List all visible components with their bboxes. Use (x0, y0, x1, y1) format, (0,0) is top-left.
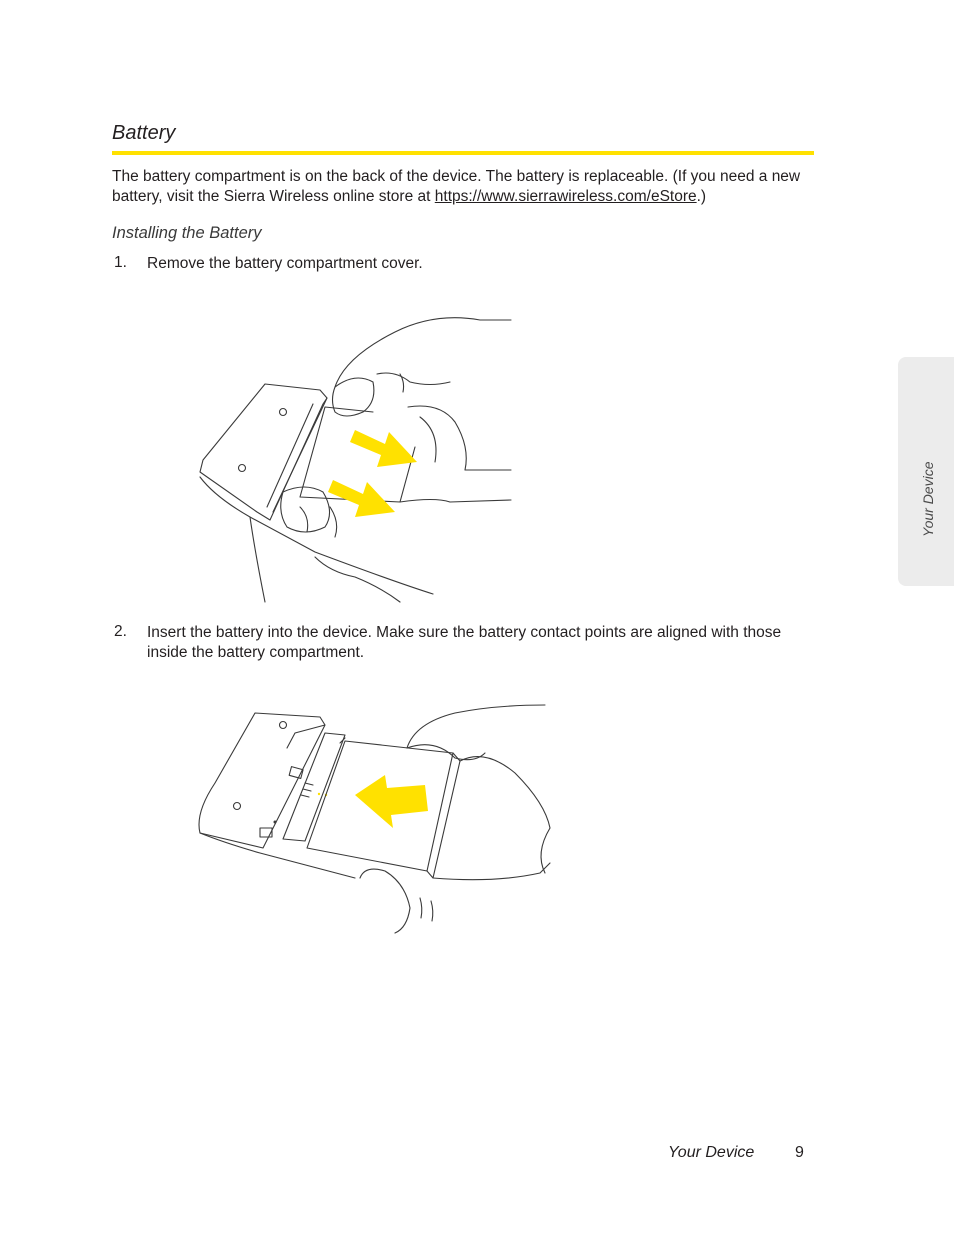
page-number: 9 (795, 1144, 804, 1161)
intro-paragraph (112, 167, 812, 207)
estore-link[interactable]: https://www.sierrawireless.com/eStore (434, 188, 697, 205)
subsection-title: Installing the Battery (112, 224, 262, 242)
intro-text-1: The battery compartment is on the back of the device. The battery is replaceable. (If you need a new battery, visit the Sierra Wireless online store at (112, 168, 801, 205)
footer-section-label: Your Device (668, 1144, 755, 1161)
insert-battery-illustration (195, 703, 555, 935)
step-1-number: 1. (114, 254, 127, 271)
side-tab-label: Your Device (920, 461, 936, 537)
step-2-text: Insert the battery into the device. Make sure the battery contact points are aligned with those inside the battery compartment. (147, 624, 782, 661)
step-1-text: Remove the battery compartment cover. (147, 255, 423, 272)
section-title: Battery (112, 122, 176, 144)
step-2-number: 2. (114, 623, 127, 640)
remove-cover-illustration (195, 312, 515, 612)
intro-text-2: .) (696, 188, 707, 205)
side-tab (898, 357, 954, 586)
title-underline (112, 151, 814, 155)
